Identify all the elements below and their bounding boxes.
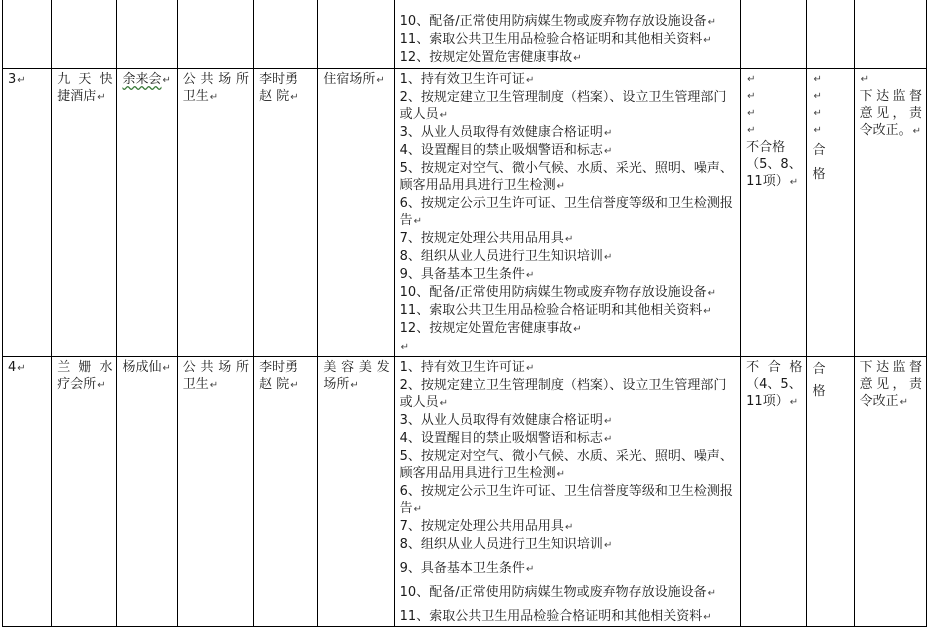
list-item: 9、具备基本卫生条件↵	[399, 561, 535, 576]
list-item: 8、组织从业人员进行卫生知识培训↵	[399, 537, 613, 552]
result-detail: 11项）	[746, 394, 789, 409]
cell-type	[318, 0, 394, 69]
list-item: 12、按规定处置危害健康事故↵	[399, 50, 582, 65]
unit-name-line: 捷酒店	[57, 89, 97, 104]
cell-result: ↵ ↵ ↵ ↵ 不合格 （5、8、 11项）↵	[741, 69, 807, 357]
cell-recheck	[807, 357, 854, 627]
list-item: 2、按规定建立卫生管理制度（档案）、设立卫生管理部门或人员↵	[399, 378, 727, 410]
venue-type: 场所	[323, 377, 350, 392]
person-name: 余来会	[122, 72, 162, 87]
unit-name-line: 九 天 快	[57, 72, 113, 87]
list-item: 4、设置醒目的禁止吸烟警语和标志↵	[399, 431, 613, 446]
list-item: 7、按规定处理公共用品用具↵	[399, 231, 574, 246]
person-name: 杨成仙	[122, 360, 162, 375]
action-line: 意见，责	[859, 106, 922, 121]
action-line: 意见，责	[859, 377, 922, 392]
cell-no	[3, 0, 52, 69]
unit-name-line: 疗会所	[57, 377, 97, 392]
result-status: 不 合 格	[746, 360, 803, 375]
cell-category	[177, 0, 253, 69]
list-item: 7、按规定处理公共用品用具↵	[399, 519, 574, 534]
table-row	[3, 357, 927, 627]
cell-person	[117, 0, 177, 69]
cell-unit-name	[52, 0, 117, 69]
list-item: 9、具备基本卫生条件↵	[399, 267, 535, 282]
cell-action: 下达监督 意见，责 令改正↵	[854, 357, 926, 627]
action-line: 令改正	[859, 394, 899, 409]
table-row	[3, 69, 927, 357]
list-item: 3、从业人员取得有效健康合格证明↵	[399, 125, 613, 140]
list-item: 11、索取公共卫生用品检验合格证明和其他相关资料↵	[399, 609, 712, 624]
cell-person: 余来会↵	[117, 69, 177, 357]
list-item: 8、组织从业人员进行卫生知识培训↵	[399, 249, 613, 264]
inspector-name: 赵 院	[259, 377, 290, 392]
cell-person: 杨成仙↵	[117, 357, 177, 627]
cell-items	[394, 357, 741, 627]
list-item: 1、持有效卫生许可证↵	[399, 72, 535, 87]
cell-category: 公 共 场 所 卫生↵	[177, 357, 253, 627]
inspector-name: 李时勇	[259, 360, 299, 375]
action-line: 下达监督	[859, 89, 922, 104]
result-detail: 11项）	[746, 174, 789, 189]
venue-type: 住宿场所	[323, 72, 376, 87]
cell-result: 不 合 格 （4、5、 11项）↵	[741, 357, 807, 627]
inspection-table	[2, 0, 927, 627]
list-item: 10、配备/正常使用防病媒生物或废弃物存放设施设备↵	[399, 14, 716, 29]
category-line: 公 共 场 所	[182, 72, 250, 87]
list-item: 12、按规定处置危害健康事故↵	[399, 321, 582, 336]
cell-items	[394, 0, 741, 69]
inspector-name: 赵 院	[259, 89, 290, 104]
cell-recheck: ↵ ↵ ↵ ↵ 合 格	[807, 69, 854, 357]
cell-inspector: 李时勇 赵 院↵	[254, 69, 318, 357]
list-item: 5、按规定对空气、微小气候、水质、采光、照明、噪声、顾客用品用具进行卫生检测↵	[399, 449, 733, 481]
list-item: 11、索取公共卫生用品检验合格证明和其他相关资料↵	[399, 303, 712, 318]
list-item: 5、按规定对空气、微小气候、水质、采光、照明、噪声、顾客用品用具进行卫生检测↵	[399, 161, 733, 193]
cell-inspector: 李时勇 赵 院↵	[254, 357, 318, 627]
inspector-name: 李时勇	[259, 72, 299, 87]
table-row	[3, 0, 927, 69]
result-status: 不合格	[746, 140, 786, 155]
cell-action: ↵ 下达监督 意见，责 令改正。↵	[854, 69, 926, 357]
list-item: 6、按规定公示卫生许可证、卫生信誉度等级和卫生检测报告↵	[399, 484, 733, 516]
list-item: 10、配备/正常使用防病媒生物或废弃物存放设施设备↵	[399, 585, 716, 600]
list-item: 3、从业人员取得有效健康合格证明↵	[399, 413, 613, 428]
category-line: 卫生	[182, 89, 209, 104]
cell-no: 3↵	[3, 69, 52, 357]
category-line: 卫生	[182, 377, 209, 392]
cell-type: 住宿场所↵	[318, 69, 394, 357]
venue-type: 美 容 美 发	[323, 360, 390, 375]
list-item: 6、按规定公示卫生许可证、卫生信誉度等级和卫生检测报告↵	[399, 196, 733, 228]
cell-inspector	[254, 0, 318, 69]
cell-result	[741, 0, 807, 69]
cell-recheck	[807, 0, 854, 69]
cell-no: 4↵	[3, 357, 52, 627]
result-detail: （5、8、	[746, 157, 802, 172]
list-item: 1、持有效卫生许可证↵	[399, 360, 535, 375]
cell-type: 美 容 美 发 场所↵	[318, 357, 394, 627]
cell-category: 公 共 场 所 卫生↵	[177, 69, 253, 357]
cell-unit-name: 兰 姗 水 疗会所↵	[52, 357, 117, 627]
list-item: 2、按规定建立卫生管理制度（档案）、设立卫生管理部门或人员↵	[399, 90, 727, 122]
cell-unit-name: 九 天 快 捷酒店↵	[52, 69, 117, 357]
list-item: 11、索取公共卫生用品检验合格证明和其他相关资料↵	[399, 32, 712, 47]
category-line: 公 共 场 所	[182, 360, 250, 375]
recheck-status: 合 格	[812, 362, 826, 399]
list-item: 4、设置醒目的禁止吸烟警语和标志↵	[399, 143, 613, 158]
list-item: 10、配备/正常使用防病媒生物或废弃物存放设施设备↵	[399, 285, 716, 300]
action-line: 令改正。	[859, 123, 912, 138]
unit-name-line: 兰 姗 水	[57, 360, 113, 375]
cell-action	[854, 0, 926, 69]
action-line: 下达监督	[859, 360, 922, 375]
cell-items	[394, 69, 741, 357]
paragraph-mark: ↵	[400, 342, 410, 353]
recheck-status: 合 格	[812, 143, 826, 182]
result-detail: （4、5、	[746, 377, 802, 392]
